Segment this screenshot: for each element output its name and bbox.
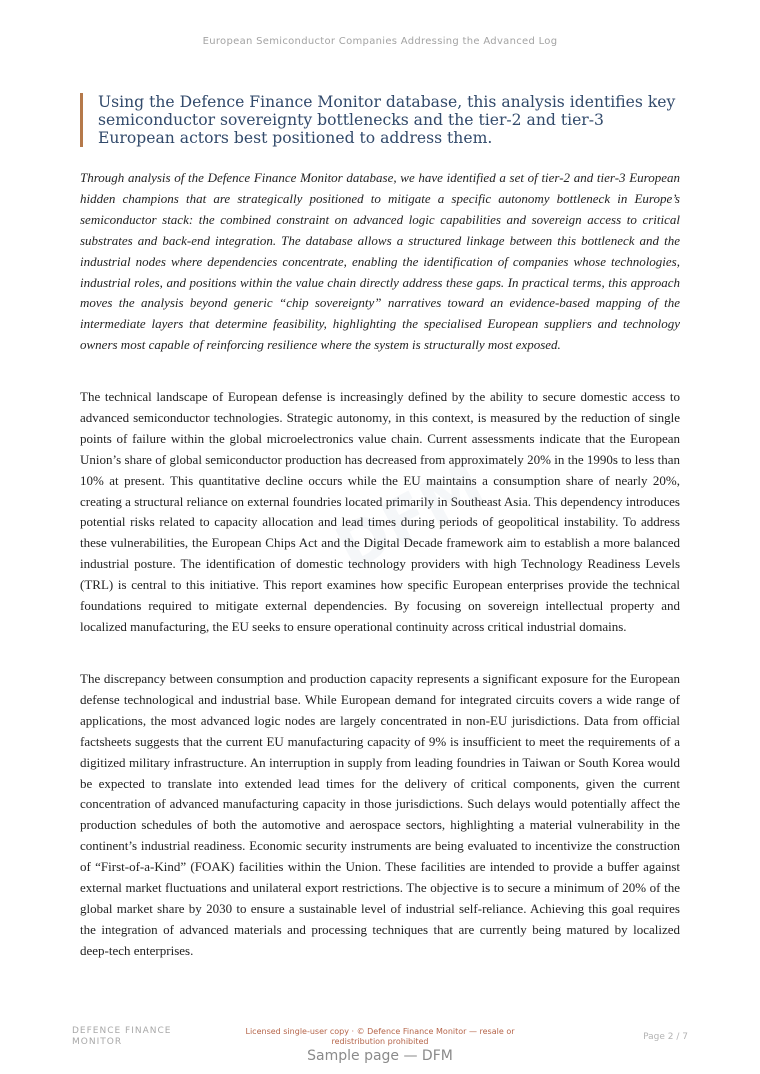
page-number: Page 2 / 7 [643,1032,688,1042]
running-header: European Semiconductor Companies Addressing the Advanced Log [202,36,558,47]
body-paragraph-2: The discrepancy between consumption and production capacity represents a significant exposure for the European defense technological and industrial base. While European demand for integrated circuits covers a wide range of applications, the most advanced logic nodes are largely concentrated in non-EU jurisdictions. Data from official factsheets suggests that the current EU manufacturing capacity of 9% is insufficient to meet the requirements of a digitized military infrastructure. An interruption in supply from leading foundries in Taiwan or South Korea would be expected to translate into extended lead times for the delivery of critical components, given the current concentration of advanced manufacturing capacity in those jurisdictions. Such delays would potentially affect the production schedules of both the automotive and aerospace sectors, highlighting a material vulnerability in the continent’s industrial readiness. Economic security instruments are being evaluated to incentivize the construction of “First-of-a-Kind” (FOAK) facilities within the Union. These facilities are intended to provide a buffer against external market fluctuations and unilateral export restrictions. The objective is to secure a minimum of 20% of the global market share by 2030 to ensure a sustainable level of industrial self-reliance. Achieving this goal requires the integration of advanced materials and processing techniques that are currently being matured by localized deep-tech enterprises. [80,671,680,958]
pull-quote: Using the Defence Finance Monitor database, this analysis identifies key semiconductor sovereignty bottlenecks and the tier-2 and tier-3 European actors best positioned to address them. [80,93,680,147]
footer-license: Licensed single-user copy · © Defence Finance Monitor — resale or redistribution prohibited [245,1027,515,1046]
sample-stamp: Sample page — DFM [307,1048,453,1064]
abstract-paragraph: Through analysis of the Defence Finance Monitor database, we have identified a set of tier-2 and tier-3 European hidden champions that are strategically positioned to mitigate a specific autonomy bottleneck in Europe’s semiconductor stack: the combined constraint on advanced logic capabilities and sovereign access to critical substrates and back-end integration. The database allows a structured linkage between this bottleneck and the industrial nodes where dependencies concentrate, enabling the identification of companies whose technologies, industrial roles, and positions within the value chain directly address these gaps. In practical terms, this approach moves the analysis beyond generic “chip sovereignty” narratives toward an evidence-based mapping of the intermediate layers that determine feasibility, highlighting the specialised European suppliers and technology owners most capable of reinforcing resilience where the system is structurally most exposed. [80,170,680,353]
footer-brand: DEFENCE FINANCE MONITOR [72,1026,172,1047]
body-paragraph-1: The technical landscape of European defense is increasingly defined by the ability to secure domestic access to advanced semiconductor technologies. Strategic autonomy, in this context, is measured by the reduction of single points of failure within the global microelectronics value chain. Current assessments indicate that the European Union’s share of global semiconductor production has decreased from approximately 20% in the 1990s to less than 10% at present. This quantitative decline occurs while the EU maintains a consumption share of nearly 20%, creating a structural reliance on external foundries located primarily in Southeast Asia. This dependency introduces potential risks related to capacity allocation and lead times during periods of geopolitical instability. To address these vulnerabilities, the European Chips Act and the Digital Decade framework aim to establish a more balanced industrial posture. The identification of domestic technology providers with high Technology Readiness Levels (TRL) is central to this initiative. This report examines how specific European enterprises provide the technical foundations required to mitigate external dependencies. By focusing on sovereign intellectual property and localized manufacturing, the EU seeks to ensure operational continuity across critical industrial domains. [80,389,680,634]
